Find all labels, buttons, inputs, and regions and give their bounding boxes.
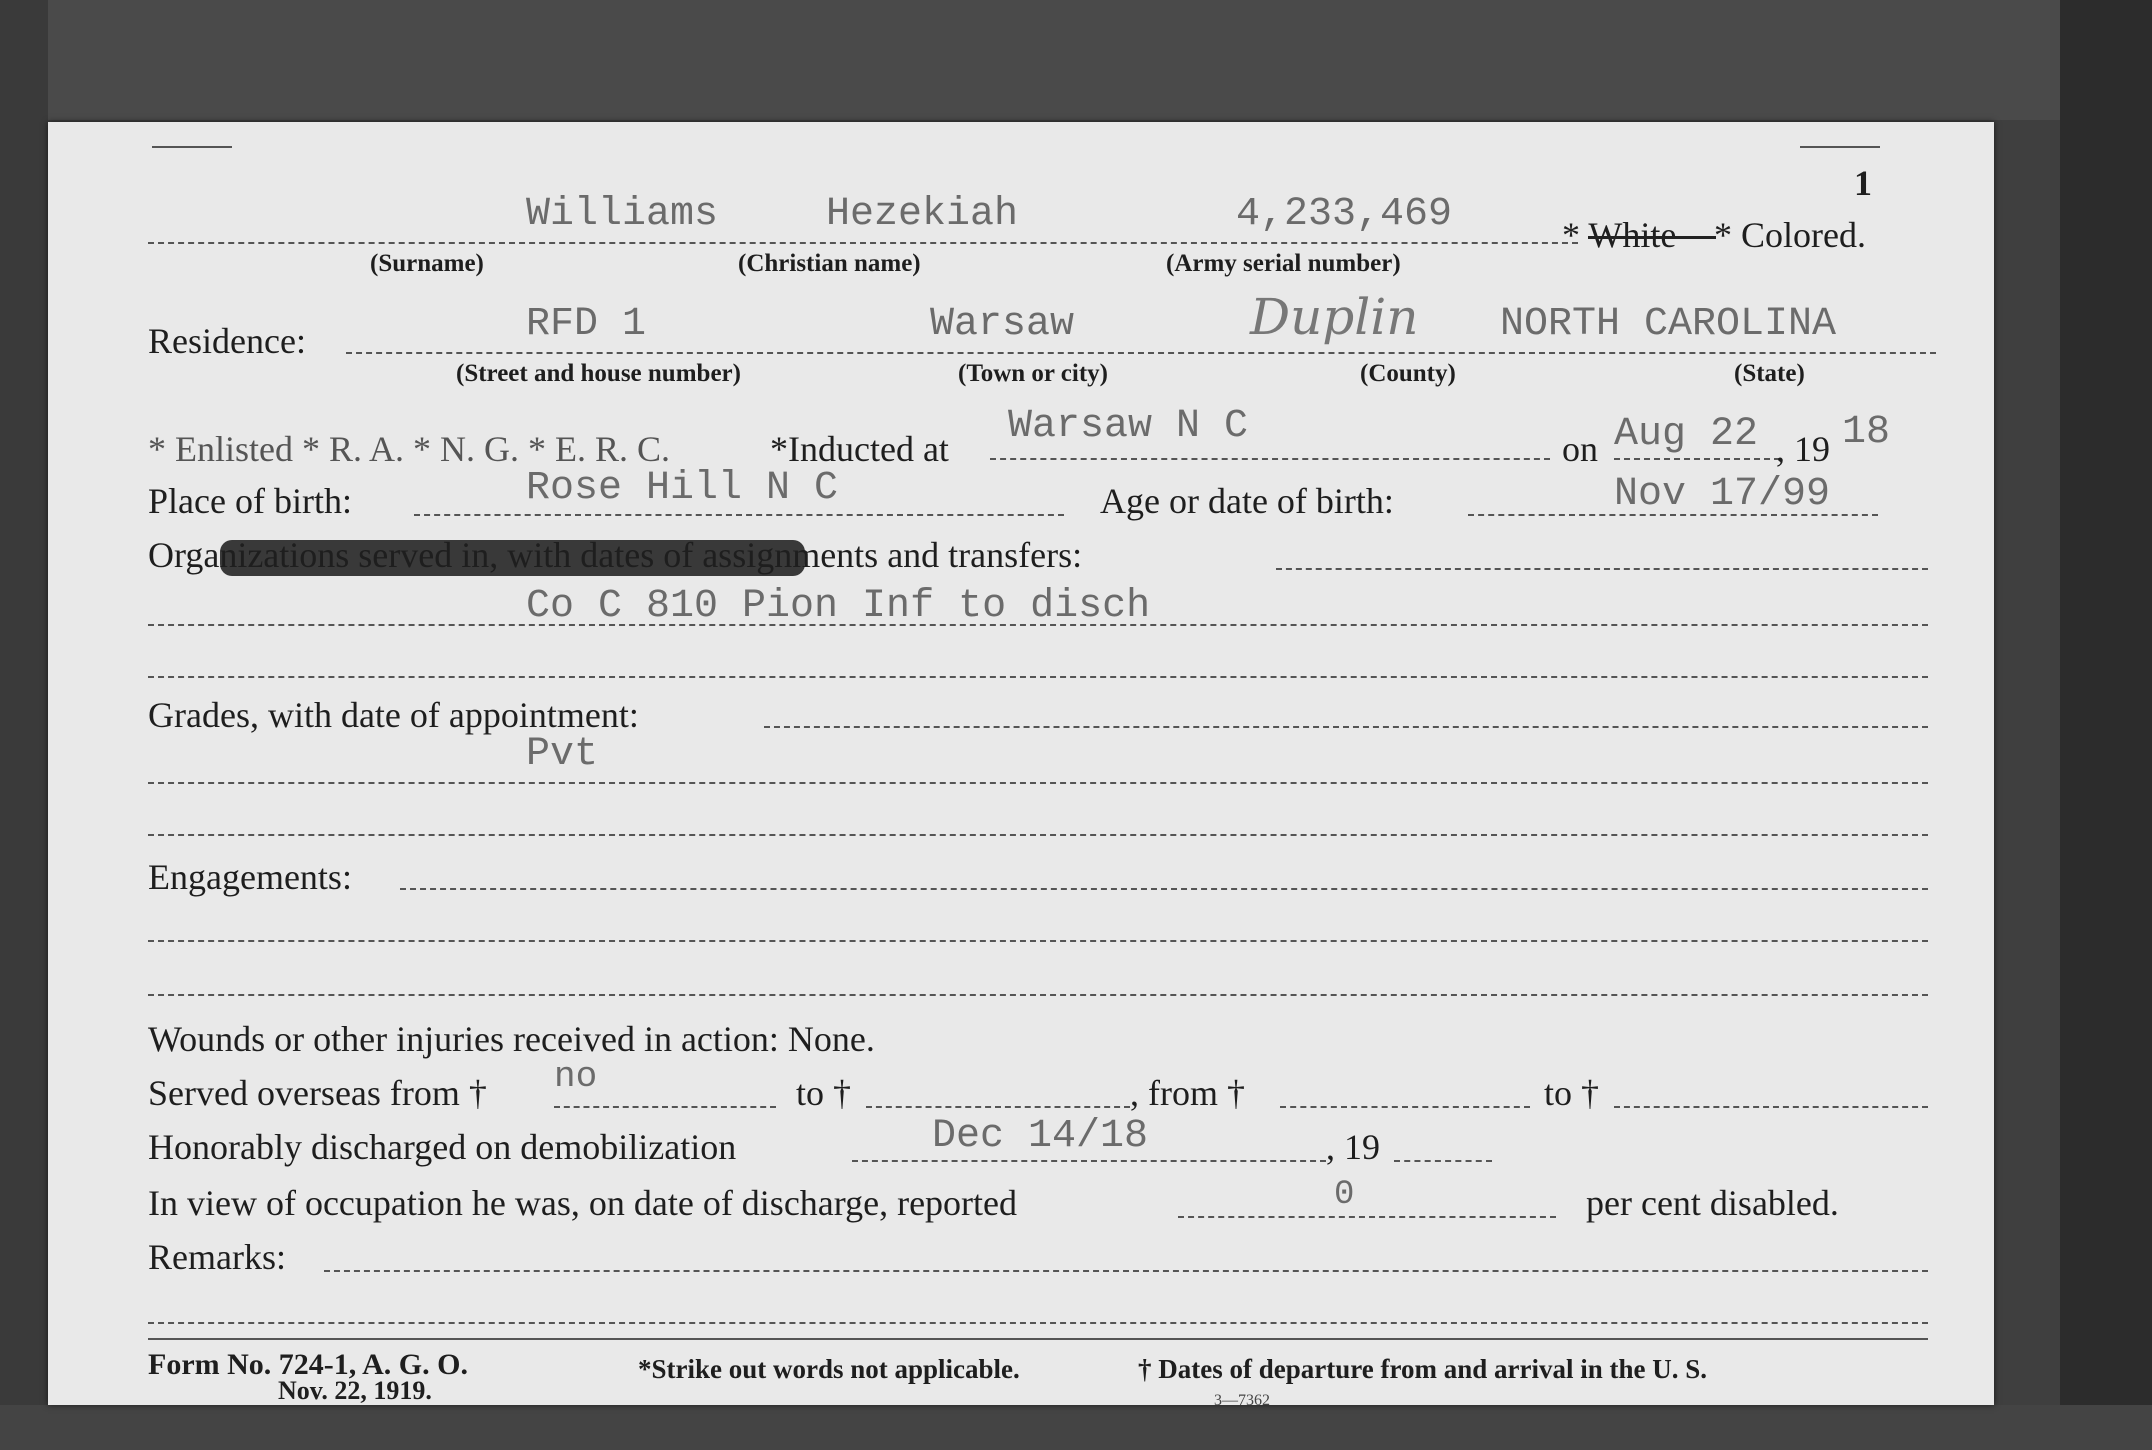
engagements-line-1: [400, 888, 1928, 890]
organizations-line-2: [148, 624, 1928, 626]
surname-label: (Surname): [370, 250, 484, 277]
town-label: (Town or city): [958, 360, 1108, 387]
overseas-from2-label: , from †: [1130, 1073, 1245, 1113]
birth-place-value: Rose Hill N C: [526, 466, 839, 511]
grades-line-1: [764, 726, 1928, 728]
grades-line-3: [148, 834, 1928, 836]
service-record-card: [48, 122, 1994, 1409]
footnote-strike: *Strike out words not applicable.: [638, 1354, 1020, 1384]
enlisted-options: * Enlisted * R. A. * N. G. * E. R. C.: [148, 429, 671, 469]
background-left: [0, 0, 48, 1450]
overseas-from-line: [554, 1106, 776, 1108]
percent-disabled-label: per cent disabled.: [1586, 1183, 1839, 1223]
christian-name-value: Hezekiah: [826, 192, 1019, 237]
town-value: Warsaw: [930, 302, 1075, 347]
serial-number-label: (Army serial number): [1166, 250, 1401, 277]
grades-line-2: [148, 782, 1928, 784]
overseas-to2-line: [1614, 1106, 1928, 1108]
on-label: on: [1562, 429, 1598, 469]
footer-rule: [148, 1338, 1928, 1340]
overseas-to-line: [866, 1106, 1130, 1108]
remarks-line-2: [148, 1322, 1928, 1324]
organizations-line-3: [148, 676, 1928, 678]
state-value: NORTH CAROLINA: [1500, 302, 1837, 347]
birth-place-line: [414, 514, 1064, 516]
remarks-label: Remarks:: [148, 1237, 286, 1277]
name-line: [148, 242, 1578, 244]
discharge-year-line: [1394, 1160, 1492, 1162]
birth-date-label: Age or date of birth:: [1100, 481, 1394, 521]
remarks-line-1: [324, 1270, 1928, 1272]
race-colored-label: * Colored.: [1714, 215, 1866, 255]
county-value: Duplin: [1250, 288, 1419, 346]
engagements-label: Engagements:: [148, 857, 352, 897]
wounds-label: Wounds or other injuries received in action: None.: [148, 1019, 875, 1059]
disabled-percent-value: 0: [1334, 1176, 1355, 1214]
form-number: Form No. 724-1, A. G. O.: [148, 1348, 468, 1381]
serial-number-value: 4,233,469: [1236, 192, 1453, 237]
footnote-dates: † Dates of departure from and arrival in the U. S.: [1138, 1354, 1707, 1384]
organizations-line-1: [1276, 568, 1928, 570]
overseas-from2-line: [1280, 1106, 1530, 1108]
race-white-label: * White: [1562, 215, 1677, 255]
county-label: (County): [1360, 360, 1456, 387]
top-left-rule: [152, 146, 232, 148]
background-right: [2060, 0, 2152, 1450]
induction-year-prefix: , 19: [1776, 429, 1830, 469]
discharge-year-label: , 19: [1326, 1127, 1380, 1167]
inducted-line: [990, 458, 1550, 460]
state-label: (State): [1734, 360, 1805, 387]
discharged-label: Honorably discharged on demobilization: [148, 1127, 737, 1167]
disabled-percent-line: [1178, 1216, 1556, 1218]
birth-place-label: Place of birth:: [148, 481, 352, 521]
surname-value: Williams: [526, 192, 719, 237]
discharge-date-line: [852, 1160, 1326, 1162]
occupation-label: In view of occupation he was, on date of discharge, reported: [148, 1183, 1018, 1223]
induction-year-value: 18: [1842, 410, 1891, 455]
birth-date-line: [1468, 514, 1878, 516]
induction-date-value: Aug 22: [1614, 412, 1759, 457]
overseas-to-label: to †: [796, 1073, 852, 1113]
form-date: Nov. 22, 1919.: [278, 1376, 432, 1405]
inducted-at-value: Warsaw N C: [1008, 404, 1249, 449]
induction-date-line: [1614, 458, 1780, 460]
race-white-strikeout: [1588, 236, 1716, 239]
card-number: 1: [1854, 163, 1872, 203]
grade-value: Pvt: [526, 732, 599, 777]
discharge-date-value: Dec 14/18: [932, 1114, 1149, 1159]
organizations-value: Co C 810 Pion Inf to disch: [526, 584, 1151, 629]
engagements-line-3: [148, 994, 1928, 996]
street-label: (Street and house number): [456, 360, 741, 387]
residence-line: [346, 352, 1936, 354]
print-code: 3—7362: [1214, 1392, 1270, 1409]
organizations-label: Organizations served in, with dates of assignments and transfers:: [148, 535, 1083, 575]
street-value: RFD 1: [526, 302, 647, 347]
inducted-at-label: *Inducted at: [770, 429, 949, 469]
top-right-rule: [1800, 146, 1880, 148]
residence-label: Residence:: [148, 321, 306, 361]
overseas-value: no: [554, 1056, 598, 1097]
background-bottom: [0, 1405, 2152, 1450]
birth-date-value: Nov 17/99: [1614, 472, 1831, 517]
engagements-line-2: [148, 940, 1928, 942]
overseas-to2-label: to †: [1544, 1073, 1600, 1113]
overseas-from-label: Served overseas from †: [148, 1073, 487, 1113]
grades-label: Grades, with date of appointment:: [148, 695, 639, 735]
christian-name-label: (Christian name): [738, 250, 921, 277]
background-top: [0, 0, 2152, 120]
